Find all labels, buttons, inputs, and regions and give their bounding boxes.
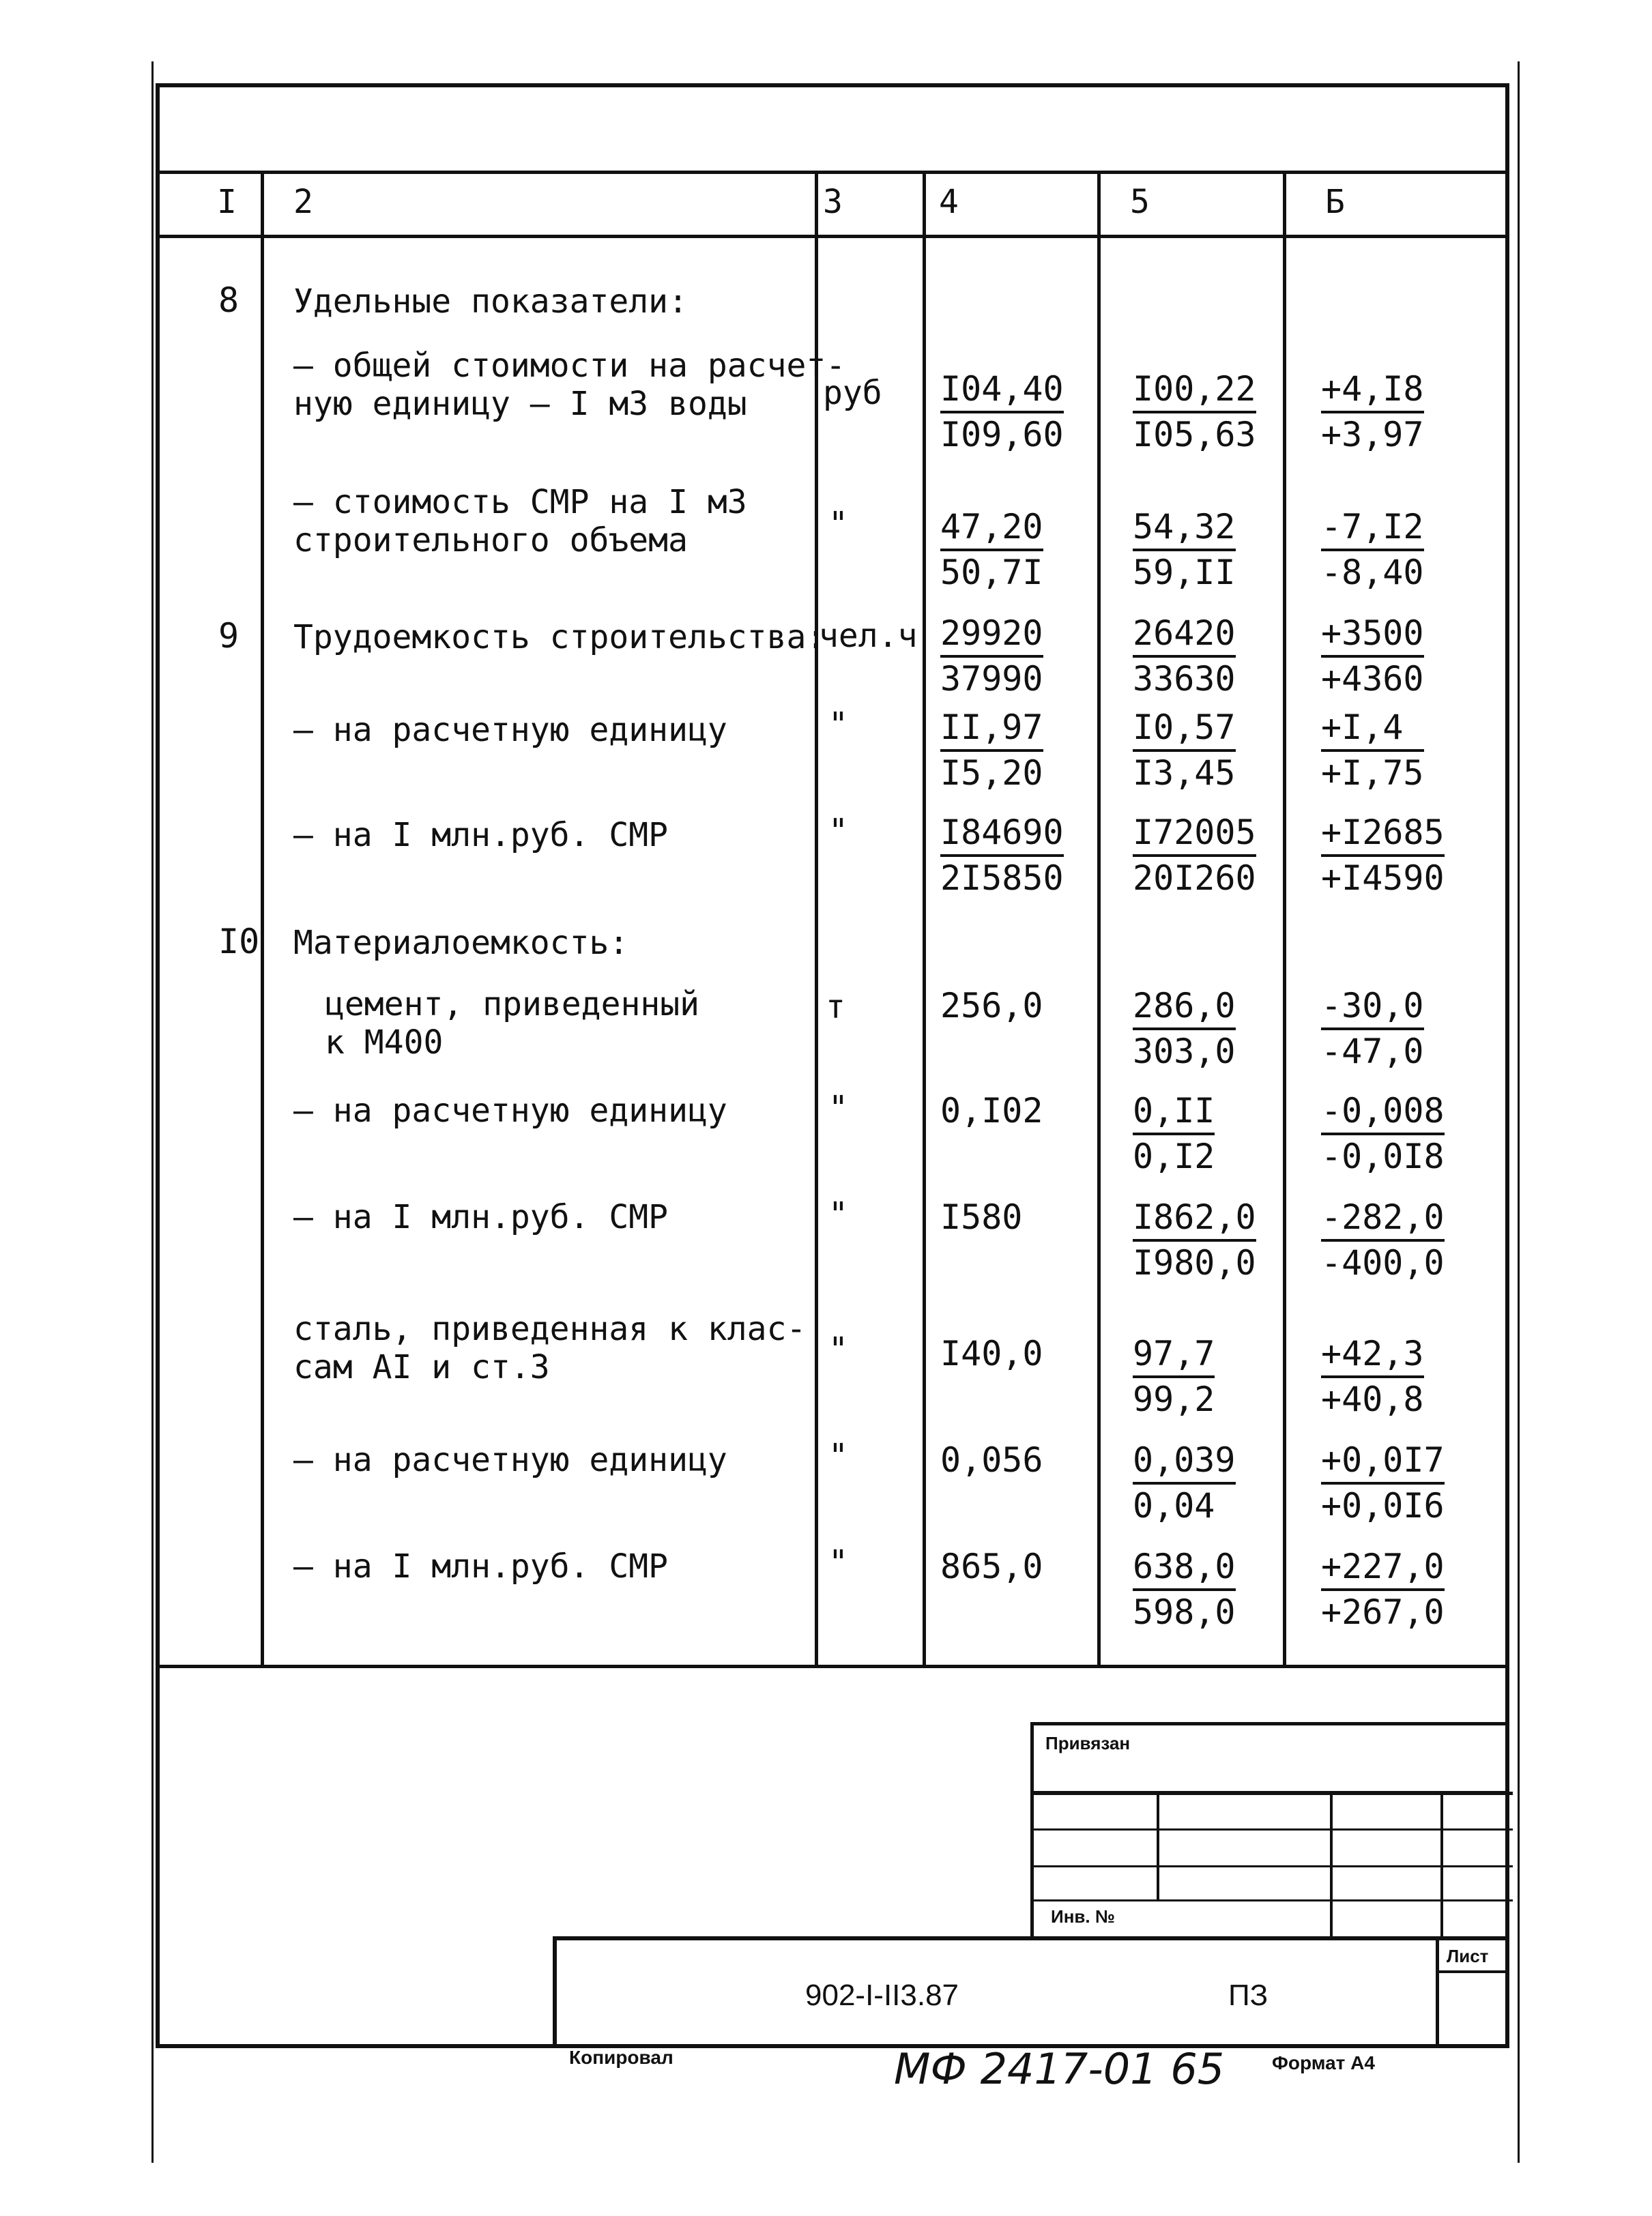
row-label: Трудоемкость строительства: (293, 618, 826, 656)
stamp-inv-label: Инв. № (1051, 1906, 1115, 1927)
row-label: Материалоемкость: (293, 924, 629, 962)
header-bottom-rule (156, 235, 1509, 238)
col5-value (1133, 707, 1236, 794)
row-number: 8 (218, 280, 240, 320)
col5-value (1133, 1090, 1215, 1178)
col6-value (1321, 812, 1445, 899)
col-header-2: 2 (293, 183, 313, 221)
row-label: сталь, приведенная к клас- сам АI и ст.3 (293, 1310, 807, 1386)
col-header-3: 3 (823, 183, 843, 221)
col-header-5: 5 (1130, 183, 1150, 221)
value-bottom: 59,II (1133, 553, 1236, 592)
value-top: -30,0 (1321, 985, 1424, 1030)
col4-value: 0,056 (940, 1440, 1043, 1480)
value-bottom: I05,63 (1133, 415, 1256, 454)
col6-value (1321, 1090, 1445, 1178)
value-top: +3500 (1321, 613, 1424, 658)
value-top: I84690 (940, 812, 1064, 857)
stamp-main-box (553, 1936, 1509, 2048)
value-top: 638,0 (1133, 1546, 1236, 1591)
value-bottom: 598,0 (1133, 1592, 1236, 1632)
value-bottom: 303,0 (1133, 1032, 1236, 1071)
value-bottom: -400,0 (1321, 1243, 1445, 1283)
row-label: – на расчетную единицу (293, 711, 727, 749)
value-top: 26420 (1133, 613, 1236, 658)
value-top: +227,0 (1321, 1546, 1445, 1591)
value-top: I00,22 (1133, 368, 1256, 413)
row-unit: т (826, 988, 845, 1026)
value-top: +4,I8 (1321, 368, 1424, 413)
row-number: I0 (218, 922, 260, 961)
row-unit: " (828, 505, 848, 543)
col4-value (940, 613, 1043, 700)
value-bottom: 50,7I (940, 553, 1043, 592)
col6-value (1321, 1440, 1445, 1527)
col5-value (1133, 812, 1256, 899)
row-label: Удельные показатели: (293, 282, 688, 321)
col-divider-5 (1283, 171, 1286, 1667)
col6-value (1321, 707, 1424, 794)
format-label: Формат А4 (1272, 2052, 1375, 2073)
row-unit: " (828, 1437, 848, 1475)
stamp-list-rule (1436, 1970, 1509, 1973)
col-divider-4 (1097, 171, 1101, 1667)
kopiroval-label: Копировал (569, 2047, 673, 2068)
col5-value (1133, 368, 1256, 456)
header-top-rule (156, 171, 1509, 174)
value-bottom: +0,0I6 (1321, 1486, 1445, 1526)
row-label: – на I млн.руб. СМР (293, 1547, 669, 1586)
col5-value (1133, 1440, 1236, 1527)
value-bottom: 0,I2 (1133, 1137, 1215, 1176)
value-top: +I,4 (1321, 707, 1424, 752)
value-bottom: 20I260 (1133, 858, 1256, 898)
value-top: 0,039 (1133, 1440, 1236, 1485)
col4-value (940, 812, 1064, 899)
col6-value (1321, 613, 1424, 700)
row-unit: чел.ч (819, 617, 918, 655)
value-bottom: +3,97 (1321, 415, 1424, 454)
row-unit: " (828, 705, 848, 744)
value-top: 286,0 (1133, 985, 1236, 1030)
value-top: -0,008 (1321, 1090, 1445, 1135)
value-bottom: 99,2 (1133, 1380, 1215, 1419)
value-top: +I2685 (1321, 812, 1445, 857)
stamp-list-label: Лист (1447, 1946, 1489, 1966)
row-label: цемент, приведенный к М400 (325, 985, 700, 1062)
row-unit: " (828, 1195, 848, 1234)
value-bottom: +I4590 (1321, 858, 1445, 898)
col5-value (1133, 613, 1236, 700)
col6-value (1321, 985, 1424, 1073)
document-code: 902-I-II3.87 (805, 1979, 959, 2012)
col4-value (940, 368, 1064, 456)
col-header-6: Б (1325, 183, 1345, 221)
col5-value (1133, 985, 1236, 1073)
row-unit: " (828, 812, 848, 850)
value-top: I04,40 (940, 368, 1064, 413)
value-top: -7,I2 (1321, 506, 1424, 551)
value-bottom: -0,0I8 (1321, 1137, 1445, 1176)
value-top: I0,57 (1133, 707, 1236, 752)
value-bottom: +267,0 (1321, 1592, 1445, 1632)
col-divider-1 (261, 171, 264, 1667)
value-top: II,97 (940, 707, 1043, 752)
col4-value: I580 (940, 1197, 1023, 1237)
row-number: 9 (218, 616, 240, 656)
col6-value (1321, 368, 1424, 456)
row-unit: " (828, 1543, 848, 1581)
col-header-4: 4 (939, 183, 959, 221)
col4-value: 256,0 (940, 986, 1043, 1025)
col4-value: 0,I02 (940, 1091, 1043, 1131)
value-bottom: I3,45 (1133, 753, 1236, 793)
col6-value (1321, 1333, 1424, 1420)
col5-value (1133, 1546, 1236, 1633)
handwritten-number: МФ 2417-01 65 (894, 2044, 1225, 2094)
stamp-grid-divider (1330, 1792, 1333, 1939)
value-top: 47,20 (940, 506, 1043, 551)
row-unit: " (828, 1089, 848, 1127)
value-bottom: 2I5850 (940, 858, 1064, 898)
col-header-1: I (217, 183, 237, 221)
value-top: +0,0I7 (1321, 1440, 1445, 1485)
col6-value (1321, 1197, 1445, 1284)
col4-value: I40,0 (940, 1334, 1043, 1373)
value-bottom: 37990 (940, 659, 1043, 699)
value-top: 97,7 (1133, 1333, 1215, 1378)
col5-value (1133, 1197, 1256, 1284)
col6-value (1321, 1546, 1445, 1633)
value-bottom: -8,40 (1321, 553, 1424, 592)
col4-value (940, 506, 1043, 594)
table-bottom-rule (156, 1665, 1509, 1668)
stamp-grid-divider (1157, 1792, 1159, 1899)
value-top: 29920 (940, 613, 1043, 658)
row-label: – на I млн.руб. СМР (293, 1198, 669, 1236)
stamp-list-divider (1436, 1936, 1439, 2048)
value-bottom: I980,0 (1133, 1243, 1256, 1283)
col4-value (940, 707, 1043, 794)
value-bottom: +4360 (1321, 659, 1424, 699)
value-bottom: +I,75 (1321, 753, 1424, 793)
stamp-grid-divider (1440, 1792, 1443, 1939)
value-top: 0,II (1133, 1090, 1215, 1135)
col4-value: 865,0 (940, 1547, 1043, 1586)
value-top: 54,32 (1133, 506, 1236, 551)
row-unit: руб (823, 374, 882, 412)
value-bottom: +40,8 (1321, 1380, 1424, 1419)
row-label: – на расчетную единицу (293, 1092, 727, 1130)
row-label: – общей стоимости на расчет- ную единицу – I м3 воды (293, 347, 846, 423)
trim-line-left (151, 61, 154, 2163)
value-top: -282,0 (1321, 1197, 1445, 1242)
value-bottom: I09,60 (940, 415, 1064, 454)
value-top: +42,3 (1321, 1333, 1424, 1378)
row-label: – на I млн.руб. СМР (293, 816, 669, 854)
row-label: – стоимость СМР на I м3 строительного объема (293, 483, 747, 559)
value-bottom: -47,0 (1321, 1032, 1424, 1071)
value-top: I72005 (1133, 812, 1256, 857)
col5-value (1133, 506, 1236, 594)
value-bottom: I5,20 (940, 753, 1043, 793)
row-label: – на расчетную единицу (293, 1441, 727, 1479)
value-bottom: 33630 (1133, 659, 1236, 699)
col5-value (1133, 1333, 1215, 1420)
value-top: I862,0 (1133, 1197, 1256, 1242)
value-bottom: 0,04 (1133, 1486, 1215, 1526)
trim-line-right (1518, 61, 1520, 2163)
col-divider-3 (923, 171, 926, 1667)
col6-value (1321, 506, 1424, 594)
sheet-code: ПЗ (1228, 1979, 1269, 2012)
stamp-privyazan-label: Привязан (1045, 1733, 1131, 1753)
row-unit: " (828, 1330, 848, 1369)
